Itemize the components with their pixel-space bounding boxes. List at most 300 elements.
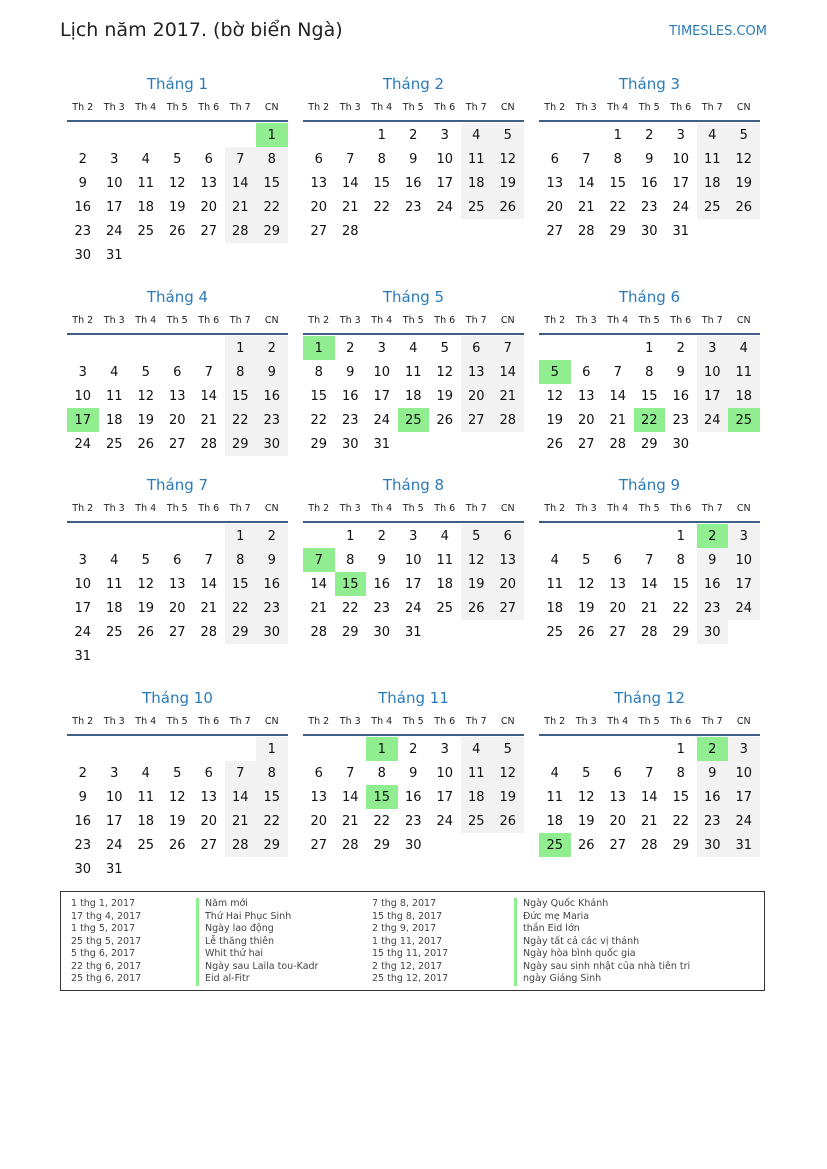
day-cell: 18	[137, 813, 155, 829]
day-cell: 7	[613, 364, 622, 380]
day-cell: 4	[110, 364, 119, 380]
day-cell: 19	[728, 171, 760, 195]
weekday-label: Th 6	[198, 315, 220, 326]
day-cell: 10	[672, 151, 690, 167]
day-cell: 15	[373, 175, 391, 191]
site-link[interactable]: TIMESLES.COM	[669, 24, 767, 39]
day-cell: 17	[105, 813, 123, 829]
day-cell: 18	[697, 171, 729, 195]
weekday-label: Th 3	[575, 503, 597, 514]
day-cell: 13	[546, 175, 564, 191]
weekday-label: Th 6	[670, 102, 692, 113]
day-cell: 2	[256, 336, 288, 360]
day-cell: 18	[105, 412, 123, 428]
day-cell: 4	[110, 552, 119, 568]
holiday-day-cell: 17	[67, 408, 99, 432]
holiday-day-cell: 2	[697, 524, 729, 548]
day-cell: 26	[577, 624, 595, 640]
day-cell: 7	[346, 765, 355, 781]
day-cell: 28	[492, 408, 524, 432]
day-cell: 30	[404, 837, 422, 853]
day-cell: 6	[204, 151, 213, 167]
empty-day-cell	[571, 524, 603, 548]
day-cell: 8	[613, 151, 622, 167]
weekday-label: Th 5	[166, 716, 188, 727]
day-cell: 12	[137, 576, 155, 592]
day-cell: 6	[204, 765, 213, 781]
day-cell: 17	[404, 576, 422, 592]
weekday-label: Th 3	[575, 315, 597, 326]
weekday-label: Th 3	[339, 102, 361, 113]
day-cell: 17	[728, 785, 760, 809]
day-cell: 11	[404, 364, 422, 380]
day-cell: 2	[409, 127, 418, 143]
month-block	[67, 285, 288, 456]
weekday-label: Th 7	[701, 102, 723, 113]
day-cell: 27	[168, 624, 186, 640]
day-cell: 21	[341, 813, 359, 829]
day-cell: 28	[640, 837, 658, 853]
empty-day-cell	[634, 524, 666, 548]
weekday-label: Th 3	[103, 503, 125, 514]
empty-day-cell	[162, 123, 194, 147]
day-cell: 12	[461, 548, 493, 572]
day-cell: 23	[373, 600, 391, 616]
holiday-day-cell: 7	[303, 548, 335, 572]
month-title: Tháng 5	[382, 288, 445, 306]
day-cell: 11	[546, 789, 564, 805]
day-cell: 10	[728, 761, 760, 785]
weekday-label: Th 5	[402, 102, 424, 113]
month-title: Tháng 12	[614, 689, 685, 707]
day-cell: 7	[225, 761, 257, 785]
legend-holiday-name: Ngày Quốc Khánh	[514, 898, 690, 911]
legend-names-col-1	[196, 898, 318, 986]
day-cell: 11	[137, 789, 155, 805]
empty-day-cell	[571, 123, 603, 147]
weekday-label: Th 5	[402, 315, 424, 326]
day-cell: 19	[577, 600, 595, 616]
day-cell: 4	[461, 737, 493, 761]
day-cell: 26	[137, 436, 155, 452]
day-cell: 27	[200, 837, 218, 853]
day-cell: 6	[314, 765, 323, 781]
day-cell: 10	[728, 548, 760, 572]
legend-dates-col-2	[372, 898, 448, 986]
day-cell: 15	[256, 171, 288, 195]
day-cell: 22	[672, 813, 690, 829]
weekday-label: Th 7	[229, 503, 251, 514]
day-cell: 26	[137, 624, 155, 640]
day-cell: 5	[461, 524, 493, 548]
day-cell: 22	[225, 596, 257, 620]
day-cell: 12	[168, 789, 186, 805]
day-cell: 26	[546, 436, 564, 452]
day-cell: 24	[728, 809, 760, 833]
day-cell: 21	[225, 195, 257, 219]
day-cell: 5	[582, 552, 591, 568]
day-cell: 9	[256, 548, 288, 572]
legend-holiday-name: Whit thứ hai	[196, 948, 318, 961]
day-cell: 24	[697, 408, 729, 432]
day-cell: 1	[225, 336, 257, 360]
day-cell: 29	[225, 432, 257, 456]
day-cell: 19	[168, 199, 186, 215]
day-cell: 6	[173, 364, 182, 380]
weekday-label: Th 5	[402, 503, 424, 514]
day-cell: 29	[672, 837, 690, 853]
day-cell: 8	[676, 765, 685, 781]
month-block	[539, 686, 760, 857]
day-cell: 11	[546, 576, 564, 592]
day-cell: 16	[74, 813, 92, 829]
legend-holiday-name: Ngày sau sinh nhật của nhà tiên tri	[514, 961, 690, 974]
weekday-header	[303, 309, 524, 335]
day-cell: 1	[377, 127, 386, 143]
day-cell: 12	[728, 147, 760, 171]
day-grid	[67, 524, 288, 668]
legend-date: 22 thg 6, 2017	[71, 960, 142, 972]
day-cell: 11	[461, 147, 493, 171]
day-cell: 19	[168, 813, 186, 829]
day-cell: 19	[137, 412, 155, 428]
weekday-label: Th 7	[229, 315, 251, 326]
day-cell: 18	[137, 199, 155, 215]
legend-date: 2 thg 12, 2017	[372, 960, 443, 972]
day-cell: 23	[256, 408, 288, 432]
day-cell: 26	[168, 837, 186, 853]
empty-day-cell	[130, 524, 162, 548]
day-cell: 31	[672, 223, 690, 239]
empty-day-cell	[162, 336, 194, 360]
day-cell: 6	[492, 524, 524, 548]
day-cell: 17	[436, 175, 454, 191]
day-cell: 15	[609, 175, 627, 191]
day-cell: 17	[672, 175, 690, 191]
day-cell: 29	[225, 620, 257, 644]
day-cell: 16	[672, 388, 690, 404]
day-cell: 3	[440, 741, 449, 757]
day-cell: 3	[78, 364, 87, 380]
weekday-label: Th 2	[544, 503, 566, 514]
day-cell: 2	[645, 127, 654, 143]
day-cell: 23	[404, 813, 422, 829]
day-cell: 23	[341, 412, 359, 428]
day-cell: 5	[728, 123, 760, 147]
legend-date: 2 thg 9, 2017	[372, 923, 437, 934]
weekday-label: CN	[736, 716, 751, 727]
day-cell: 3	[110, 765, 119, 781]
weekday-label: Th 4	[607, 102, 629, 113]
day-cell: 2	[377, 528, 386, 544]
month-title: Tháng 6	[618, 288, 681, 306]
day-cell: 23	[697, 596, 729, 620]
day-cell: 14	[577, 175, 595, 191]
day-cell: 30	[373, 624, 391, 640]
day-cell: 9	[256, 360, 288, 384]
day-cell: 11	[105, 388, 123, 404]
legend-holiday-name: ngày Giáng Sinh	[514, 973, 690, 986]
day-cell: 14	[492, 360, 524, 384]
day-cell: 27	[461, 408, 493, 432]
weekday-label: Th 6	[434, 716, 456, 727]
day-cell: 6	[173, 552, 182, 568]
weekday-label: Th 3	[103, 315, 125, 326]
day-cell: 25	[137, 837, 155, 853]
day-cell: 3	[728, 524, 760, 548]
day-cell: 30	[672, 436, 690, 452]
day-cell: 1	[225, 524, 257, 548]
day-cell: 14	[341, 175, 359, 191]
holiday-legend	[60, 891, 765, 991]
legend-date: 25 thg 12, 2017	[372, 973, 449, 984]
day-grid	[539, 123, 760, 243]
day-cell: 12	[168, 175, 186, 191]
day-cell: 18	[404, 388, 422, 404]
day-cell: 26	[577, 837, 595, 853]
day-cell: 19	[492, 785, 524, 809]
day-cell: 9	[346, 364, 355, 380]
day-cell: 17	[436, 789, 454, 805]
day-cell: 28	[200, 624, 218, 640]
empty-day-cell	[99, 524, 131, 548]
day-cell: 25	[137, 223, 155, 239]
day-grid	[303, 737, 524, 857]
day-cell: 12	[546, 388, 564, 404]
day-cell: 16	[404, 789, 422, 805]
weekday-label: Th 2	[308, 716, 330, 727]
day-cell: 7	[225, 147, 257, 171]
day-cell: 24	[105, 223, 123, 239]
legend-date: 25 thg 5, 2017	[71, 935, 142, 947]
day-cell: 12	[436, 364, 454, 380]
day-cell: 23	[256, 596, 288, 620]
day-cell: 30	[697, 833, 729, 857]
holiday-day-cell: 1	[303, 336, 335, 360]
day-cell: 14	[341, 789, 359, 805]
weekday-label: Th 3	[103, 716, 125, 727]
day-cell: 11	[461, 761, 493, 785]
day-cell: 20	[461, 384, 493, 408]
day-cell: 8	[225, 548, 257, 572]
weekday-label: Th 7	[701, 716, 723, 727]
day-cell: 28	[341, 223, 359, 239]
legend-date: 1 thg 5, 2017	[71, 923, 136, 934]
day-cell: 25	[461, 195, 493, 219]
day-cell: 10	[105, 175, 123, 191]
day-cell: 3	[78, 552, 87, 568]
day-cell: 10	[697, 360, 729, 384]
day-cell: 23	[672, 412, 690, 428]
day-cell: 7	[346, 151, 355, 167]
day-cell: 3	[440, 127, 449, 143]
empty-day-cell	[99, 123, 131, 147]
day-cell: 7	[582, 151, 591, 167]
day-cell: 21	[640, 813, 658, 829]
weekday-label: Th 4	[135, 102, 157, 113]
day-cell: 27	[310, 223, 328, 239]
month-title: Tháng 8	[382, 476, 445, 494]
day-cell: 1	[346, 528, 355, 544]
day-cell: 26	[728, 195, 760, 219]
weekday-label: Th 2	[544, 102, 566, 113]
day-cell: 31	[74, 648, 92, 664]
weekday-label: Th 3	[339, 716, 361, 727]
day-cell: 9	[697, 548, 729, 572]
day-cell: 18	[461, 171, 493, 195]
day-cell: 9	[676, 364, 685, 380]
day-cell: 24	[404, 600, 422, 616]
month-block	[303, 686, 524, 857]
day-cell: 24	[74, 436, 92, 452]
day-cell: 10	[105, 789, 123, 805]
legend-date: 7 thg 8, 2017	[372, 898, 437, 909]
day-cell: 24	[373, 412, 391, 428]
weekday-label: CN	[500, 716, 515, 727]
day-grid	[303, 123, 524, 243]
legend-holiday-name: Ngày lao động	[196, 923, 318, 936]
weekday-label: CN	[264, 716, 279, 727]
empty-day-cell	[67, 336, 99, 360]
day-cell: 28	[225, 219, 257, 243]
holiday-day-cell: 15	[335, 572, 367, 596]
weekday-label: Th 2	[544, 315, 566, 326]
empty-day-cell	[67, 524, 99, 548]
day-cell: 22	[256, 809, 288, 833]
day-cell: 27	[609, 837, 627, 853]
day-cell: 29	[256, 219, 288, 243]
month-block	[67, 473, 288, 668]
month-title: Tháng 10	[142, 689, 213, 707]
day-cell: 16	[256, 384, 288, 408]
day-cell: 13	[577, 388, 595, 404]
weekday-label: Th 2	[72, 102, 94, 113]
month-block	[67, 72, 288, 267]
day-cell: 13	[200, 175, 218, 191]
weekday-label: Th 7	[465, 315, 487, 326]
day-grid	[539, 336, 760, 456]
day-cell: 5	[492, 123, 524, 147]
day-cell: 8	[346, 552, 355, 568]
weekday-header	[303, 710, 524, 736]
day-cell: 13	[461, 360, 493, 384]
day-cell: 23	[640, 199, 658, 215]
month-block	[67, 686, 288, 881]
weekday-label: Th 2	[308, 102, 330, 113]
day-cell: 14	[225, 171, 257, 195]
day-cell: 5	[141, 552, 150, 568]
day-cell: 9	[645, 151, 654, 167]
day-cell: 8	[377, 765, 386, 781]
weekday-label: Th 7	[465, 102, 487, 113]
month-title: Tháng 3	[618, 75, 681, 93]
day-cell: 30	[256, 620, 288, 644]
legend-date: 15 thg 11, 2017	[372, 948, 449, 959]
day-cell: 30	[74, 247, 92, 263]
day-cell: 31	[105, 861, 123, 877]
empty-day-cell	[335, 123, 367, 147]
weekday-label: Th 4	[135, 716, 157, 727]
weekday-label: CN	[264, 102, 279, 113]
day-cell: 6	[613, 552, 622, 568]
weekday-label: Th 6	[434, 102, 456, 113]
day-cell: 9	[78, 789, 87, 805]
weekday-header	[303, 497, 524, 523]
holiday-day-cell: 15	[366, 785, 398, 809]
day-cell: 4	[461, 123, 493, 147]
day-cell: 22	[373, 813, 391, 829]
day-cell: 18	[546, 600, 564, 616]
weekday-label: Th 3	[339, 503, 361, 514]
day-cell: 24	[436, 199, 454, 215]
legend-dates-col-1	[71, 898, 141, 986]
weekday-label: Th 5	[166, 315, 188, 326]
weekday-label: CN	[736, 315, 751, 326]
empty-day-cell	[99, 336, 131, 360]
day-cell: 17	[74, 600, 92, 616]
weekday-header	[303, 96, 524, 122]
weekday-label: Th 6	[198, 503, 220, 514]
day-cell: 30	[341, 436, 359, 452]
legend-names-col-2	[514, 898, 690, 986]
day-grid	[67, 123, 288, 267]
day-cell: 23	[74, 837, 92, 853]
legend-holiday-name: Thứ Hai Phục Sinh	[196, 911, 318, 924]
day-cell: 1	[645, 340, 654, 356]
legend-holiday-name: thần Eid lớn	[514, 923, 690, 936]
day-cell: 29	[640, 436, 658, 452]
weekday-label: CN	[500, 315, 515, 326]
legend-date: 25 thg 6, 2017	[71, 973, 142, 984]
day-cell: 22	[341, 600, 359, 616]
weekday-label: Th 4	[135, 503, 157, 514]
day-cell: 8	[645, 364, 654, 380]
holiday-day-cell: 25	[539, 833, 571, 857]
day-cell: 7	[645, 552, 654, 568]
day-cell: 24	[436, 813, 454, 829]
day-cell: 22	[310, 412, 328, 428]
day-cell: 5	[582, 765, 591, 781]
weekday-label: Th 5	[638, 503, 660, 514]
weekday-header	[539, 710, 760, 736]
day-cell: 28	[341, 837, 359, 853]
day-cell: 22	[672, 600, 690, 616]
day-cell: 4	[141, 151, 150, 167]
day-cell: 14	[310, 576, 328, 592]
day-cell: 25	[461, 809, 493, 833]
day-cell: 2	[676, 340, 685, 356]
empty-day-cell	[539, 737, 571, 761]
empty-day-cell	[602, 524, 634, 548]
day-cell: 27	[200, 223, 218, 239]
day-cell: 18	[436, 576, 454, 592]
day-cell: 1	[256, 737, 288, 761]
day-cell: 16	[373, 576, 391, 592]
day-cell: 14	[200, 576, 218, 592]
day-cell: 15	[310, 388, 328, 404]
empty-day-cell	[67, 737, 99, 761]
empty-day-cell	[539, 524, 571, 548]
weekday-label: Th 2	[308, 315, 330, 326]
day-cell: 24	[74, 624, 92, 640]
day-cell: 16	[256, 572, 288, 596]
day-cell: 25	[105, 436, 123, 452]
day-cell: 14	[640, 576, 658, 592]
day-cell: 20	[200, 199, 218, 215]
day-cell: 29	[672, 624, 690, 640]
weekday-label: Th 2	[72, 716, 94, 727]
day-cell: 12	[492, 147, 524, 171]
